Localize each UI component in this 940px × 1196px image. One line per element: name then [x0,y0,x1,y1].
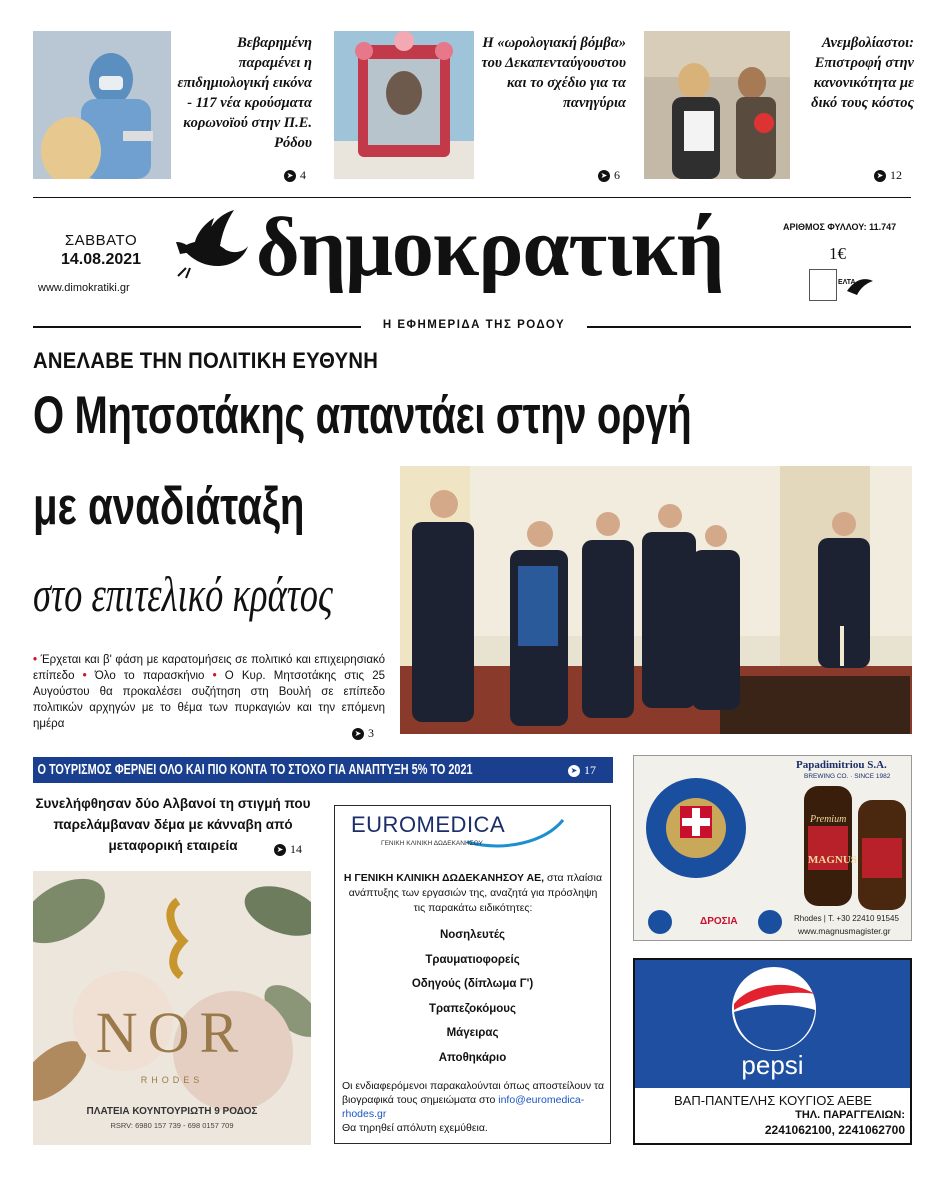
job-item: Τραπεζοκόμους [429,1002,516,1015]
euromedica-intro [342,871,604,916]
magnus-drosia: ΔΡΟΣΙΑ [700,916,738,927]
elta-label: ΕΛΤΑ [838,279,856,286]
job-item: Μάγειρας [446,1027,499,1040]
pepsi-brand: pepsi [741,1050,804,1080]
bullet-icon: • [212,670,217,682]
nor-brand: NOR [95,1000,249,1065]
teaser-2-page-ref[interactable] [598,168,620,183]
tagline-rule-right [587,326,911,328]
masthead-website[interactable]: www.dimokratiki.gr [38,282,130,294]
brief-page: 14 [290,842,302,856]
lead-headline-line2[interactable]: με αναδιάταξη [33,477,305,536]
euromedica-footer-post: Θα τηρηθεί απόλυτη εχεμύθεια. [342,1122,488,1134]
masthead-issue: ΑΡΙΘΜΟΣ ΦΥΛΛΟΥ: 11.747 [783,222,897,232]
euromedica-logo-sub: ΓΕΝΙΚΗ ΚΛΙΝΙΚΗ ΔΩΔΕΚΑΝΗΣΟΥ [381,840,483,847]
magnus-company: Papadimitriou S.A. [796,759,887,771]
euromedica-footer [342,1079,606,1135]
euromedica-ad[interactable] [334,805,611,1144]
pepsi-distributor: ΒΑΠ-ΠΑΝΤΕΛΗΣ ΚΟΥΓΙΟΣ ΑΕΒΕ [674,1093,872,1108]
teaser-3-text[interactable]: Ανεμβολίαστοι: Επιστροφή στην κανονικότητα με δικό τους κόστος [811,35,914,111]
teaser-photo-covid-test [33,31,171,179]
lead-body-3: Ο Κυρ. Μητσοτάκης στις 25 Αυγούστου θα προκαλέσει συζήτηση στη Βουλή σε επίπεδο πολιτικών αρχηγών με το θέμα των πυρκαγιών και την επόμενη ημέρα [33,670,386,730]
arrow-circle-icon: ➤ [284,170,296,182]
euromedica-footer-pre: Οι ενδιαφερόμενοι παρακαλούνται όπως αποστείλουν τα βιογραφικά τους σημειώματα στο [342,1080,605,1106]
pepsi-phones: 2241062100, 2241062700 [764,1123,905,1137]
magnus-subtitle: BREWING CO. · SINCE 1982 [804,773,891,780]
masthead-day: ΣΑΒΒΑΤΟ [64,232,138,249]
postage-stamp-box [809,269,837,301]
lead-body-2: Όλο το παρασκήνιο [94,670,205,682]
pepsi-orders-label: ΤΗΛ. ΠΑΡΑΓΓΕΛΙΩΝ: [795,1109,905,1121]
teaser-2-page: 6 [614,168,620,182]
lead-body-1: Έρχεται και β' φάση με καρατομήσεις σε πολιτικό και επιχειρησιακό επίπεδο [33,654,386,682]
masthead-date: 14.08.2021 [60,251,142,268]
euromedica-jobs [335,923,610,1071]
bullet-icon: • [82,670,87,682]
tourism-banner-text: Ο ΤΟΥΡΙΣΜΟΣ ΦΕΡΝΕΙ ΟΛΟ ΚΑΙ ΠΙΟ ΚΟΝΤΑ ΤΟ ΣΤΟΧΟ ΓΙΑ ΑΝΑΠΤΥΞΗ 5% ΤΟ 2021 [37,762,473,778]
lead-page-ref[interactable] [352,726,374,741]
pepsi-globe-icon [729,964,819,1054]
arrow-circle-icon: ➤ [568,765,580,777]
teaser-1-page-ref[interactable] [284,168,306,183]
masthead-title: δημοκρατική [256,201,724,294]
lead-kicker: ΑΝΕΛΑΒΕ ΤΗΝ ΠΟΛΙΤΙΚΗ ΕΥΘΥΝΗ [33,348,379,373]
lead-body [33,652,385,732]
magnus-premium: Premium [810,814,847,825]
nor-rsvp: RSRV: 6980 157 739 - 698 0157 709 [110,1121,234,1130]
teaser-photo-2-art [334,31,474,179]
tourism-banner[interactable] [33,757,613,783]
brief-page-ref[interactable] [274,842,302,857]
euromedica-logo: EUROMEDICA [351,812,506,837]
magnus-ad[interactable] [633,755,912,941]
dove-logo-icon [174,208,250,280]
tourism-page: 17 [584,763,596,777]
job-item: Νοσηλευτές [439,929,506,941]
brief-text[interactable]: Συνελήφθησαν δύο Αλβανοί τη στιγμή που παρελάμβαναν δέμα με κάνναβη από μεταφορική εταιρεία [35,796,311,853]
teaser-3-page: 12 [890,168,902,182]
lead-page: 3 [368,726,374,740]
teaser-1-page: 4 [300,168,306,182]
masthead-tagline: Η ΕΦΗΜΕΡΙΔΑ ΤΗΣ ΡΟΔΟΥ [382,319,566,331]
job-item: Αποθηκάριο [438,1051,507,1064]
lead-photo-art [400,466,912,734]
teaser-photo-icon-procession [334,31,474,179]
arrow-circle-icon: ➤ [598,170,610,182]
lead-photo-ministers [400,466,912,734]
teaser-photo-crowd [644,31,790,179]
nor-address: ΠΛΑΤΕΙΑ ΚΟΥΝΤΟΥΡΙΩΤΗ 9 ΡΟΔΟΣ [86,1106,258,1117]
arrow-circle-icon: ➤ [874,170,886,182]
magnus-brand: MAGNUS [808,854,857,866]
lead-headline-line1[interactable]: Ο Μητσοτάκης απαντάει στην οργή [33,386,692,445]
job-item: Οδηγούς (δίπλωμα Γ') [411,978,534,991]
euromedica-intro-rest: στα πλαίσια ανάπτυξης των εργασιών της, αναζητά για πρόσληψη τις παρακάτω ειδικότητες: [348,872,603,914]
masthead-price: 1€ [829,244,846,263]
euromedica-email[interactable]: info@euromedica-rhodes.gr [342,1094,585,1120]
job-item: Τραυματιοφορείς [425,953,520,966]
arrow-circle-icon: ➤ [352,728,364,740]
magnus-website[interactable]: www.magnusmagister.gr [798,926,891,936]
teaser-3-page-ref[interactable] [874,168,902,183]
lead-headline-line3[interactable]: στο επιτελικό κράτος [33,566,333,622]
bullet-icon: • [33,654,38,666]
tourism-page-ref[interactable] [568,763,596,778]
arrow-circle-icon: ➤ [274,844,286,856]
teaser-2-text[interactable]: Η «ωρολογιακή βόμβα» του Δεκαπενταύγουστου και το σχέδιο για τα πανηγύρια [481,35,626,111]
teaser-photo-3-art [644,31,790,179]
euromedica-intro-bold: Η ΓΕΝΙΚΗ ΚΛΙΝΙΚΗ ΔΩΔΕΚΑΝΗΣΟΥ ΑΕ, [343,872,545,884]
teaser-photo-1-art [33,31,171,179]
pepsi-ad[interactable] [633,958,912,1145]
nor-sub: RHODES [140,1075,204,1085]
teaser-1-text[interactable]: Βεβαρημένη παραμένει η επιδημιολογική εικόνα - 117 νέα κρούσματα κορωνοϊού στην Π.Ε. Ρόδου [177,35,312,151]
magnus-contact: Rhodes | T. +30 22410 91545 [794,914,899,923]
tagline-rule-left [33,326,361,328]
nor-ad[interactable] [33,871,311,1145]
